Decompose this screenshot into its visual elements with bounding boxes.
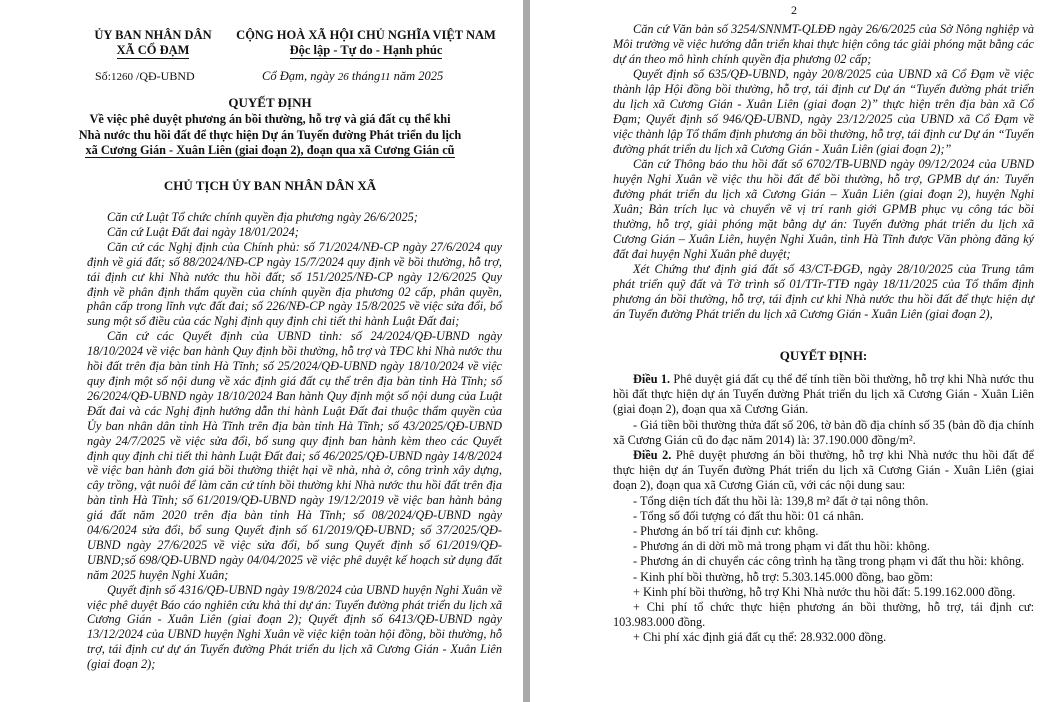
basis-paragraph: Căn cứ các Nghị định của Chính phủ: số 71/2024/NĐ-CP ngày 27/6/2024 quy định về giá đất; số 88/2024/NĐ-CP ngày 15/7/2024 quy định về bồi thường, hỗ trợ, tái định cư khi Nhà nước thu hồi đất; số 151/2025/NĐ-CP ngày 12/6/2025 Quy định về phân định thẩm quyền của chính quyền địa phương 02 cấp, phân quyền, phân cấp trong lĩnh vực đất đai; số 226/NĐ-CP ngày 15/8/2025 về việc sửa đổi, bổ sung một số điều của các Nghị định quy định chi tiết thi hành Luật Đất đai; (87, 239, 502, 329)
motto: Độc lập - Tự do - Hạnh phúc (289, 43, 443, 57)
document-page-1 (0, 0, 523, 702)
date-suffix: năm 2025 (390, 69, 444, 83)
legal-basis (87, 210, 502, 672)
article-2-label: Điều 2. (633, 448, 672, 463)
article-2-item: + Chi phí xác định giá đất cụ thể: 28.932.000 đồng. (633, 630, 887, 645)
basis-paragraph: Căn cứ Văn bản số 3254/SNNMT-QLĐĐ ngày 26/6/2025 của Sở Nông nghiệp và Môi trường về việc hướng dẫn triển khai thực hiện công tác giải phóng mặt bằng các dự án theo mô hình chính quyền địa phương 02 cấp; (613, 22, 1034, 66)
date-day: 26 (337, 71, 349, 83)
basis-paragraph: Căn cứ Luật Tổ chức chính quyền địa phương ngày 26/6/2025; (107, 210, 418, 224)
basis-paragraph: Căn cứ các Quyết định của UBND tỉnh: số 24/2024/QĐ-UBND ngày 18/10/2024 về việc ban hành Quy định bồi thường, hỗ trợ và TĐC khi Nhà nước thu hồi đất trên địa bàn tỉnh Hà Tĩnh; số 25/2024/QĐ-UBND ngày 18/10/2024 về việc quy định một số nội dung về xác định giá đất cụ thể trên địa bàn tỉnh Hà Tĩnh; số 26/2024/QĐ-UBND ngày 18/10/2024 Ban hành Quy định một số nội dung của Luật Đất đai và các Nghị định hướng dẫn thi hành Luật Đất đai thuộc thẩm quyền của Ủy ban nhân dân tỉnh Hà Tĩnh trên địa bàn tỉnh Hà Tĩnh; số 43/2025/QĐ-UBND ngày 24/7/2025 về việc sửa đổi, bổ sung quy định ban hành kèm theo các Quyết định quy định chi tiết thi hành Luật Đất đai; số 46/2025/QĐ-UBND ngày 14/8/2024 về việc ban hành đơn giá bồi thường thiệt hại về nhà, nhà ở, công trình xây dựng, cây trồng, vật nuôi để làm căn cứ tính bồi thường khi Nhà nước thu hồi đất trên địa bàn tỉnh Hà Tĩnh; số 61/2019/QĐ-UBND ngày 19/12/2019 về việc ban hành bảng giá đất năm 2020 trên địa bàn tỉnh Hà Tĩnh; số 08/2024/QĐ-UBND ngày 04/6/2024 sửa đổi, bổ sung Quyết định số 61/2019/QĐ-UBND; số 37/2025/QĐ-UBND ngày 27/6/2025 về việc sửa đổi, bổ sung Quyết định số 61/2019/QĐ-UBND;số 698/QĐ-UBND ngày 04/04/2025 về việc phê duyệt kế hoạch sử dụng đất năm 2025 huyện Nghi Xuân; (87, 329, 502, 582)
article-2-item: + Kinh phí bồi thường, hỗ trợ Khi Nhà nước thu hồi đất: 5.199.162.000 đồng. (633, 584, 1016, 599)
article-2-item: - Phương án di dời mồ mả trong phạm vi đất thu hồi: không. (633, 539, 931, 554)
decision-articles (613, 372, 1034, 646)
issuer-title: CHỦ TỊCH ỦY BAN NHÂN DÂN XÃ (163, 178, 377, 193)
authority-line-2: XÃ CỔ ĐẠM (116, 43, 190, 57)
legal-basis-continued (613, 22, 1034, 322)
so-suffix: /QĐ-UBND (133, 69, 195, 83)
article-2-item: - Phương án di chuyển các công trình hạ tầng trong phạm vi đất thu hồi: không. (633, 554, 1025, 569)
authority-line-1: ỦY BAN NHÂN DÂN (94, 28, 212, 42)
subject-line-2: Nhà nước thu hồi đất để thực hiện Dự án Tuyến đường Phát triển du lịch (78, 127, 462, 142)
date-prefix: Cổ Đạm, ngày (262, 69, 338, 83)
date-middle: tháng (348, 69, 381, 83)
document-date (262, 69, 443, 84)
article-2 (613, 448, 1034, 494)
document-title: QUYẾT ĐỊNH (228, 95, 312, 110)
basis-paragraph: Quyết định số 4316/QĐ-UBND ngày 19/8/2024 của UBND huyện Nghi Xuân về việc phê duyệt Báo cáo nghiên cứu khả thi dự án: Tuyến đường phát triển du lịch xã Cương Gián - Xuân Liên (giai đoạn 2); Quyết định số 6413/QĐ-UBND ngày 13/12/2024 của UBND huyện Nghi Xuân về việc kiện toàn hội đồng, bồi thường, hỗ trợ, tái định cư dự án Tuyến đường Phát triển du lịch xã Cương Gián - Xuân Liên (giai đoạn 2); (87, 582, 502, 672)
article-1-text: Phê duyệt giá đất cụ thể để tính tiền bồi thường, hỗ trợ khi Nhà nước thu hồi đất thực hiện dự án Tuyến đường Phát triển du lịch xã Cương Gián - Xuân Liên (giai đoạn 2), đoạn qua xã Cương Gián. (613, 372, 1034, 417)
basis-paragraph: Xét Chứng thư định giá đất số 43/CT-ĐGĐ, ngày 28/10/2025 của Trung tâm phát triển quỹ đất và Tờ trình số 01/TTr-TTĐ ngày 18/11/2025 của Tổ thẩm định phương án bồi thường, hỗ trợ, tái định cư khi Nhà nước thu hồi đất để thực hiện dự án Tuyến đường Phát triển du lịch xã Cương Gián - Xuân Liên (giai đoạn 2), (613, 262, 1034, 321)
article-1-item: - Giá tiền bồi thường thửa đất số 206, tờ bản đồ địa chính số 35 (bản đồ địa chính xã Cương Gián cũ đo đạc năm 2014) là: 37.190.000 đồng/m². (613, 417, 1034, 447)
national-motto (222, 28, 510, 59)
document-page-2 (530, 0, 1058, 702)
issuing-authority (68, 28, 238, 59)
basis-paragraph: Quyết định số 635/QĐ-UBND, ngày 20/8/2025 của UBND xã Cổ Đạm về việc thành lập Hội đồng bồi thường, hỗ trợ, tái định cư Dự án “Tuyến đường phát triển du lịch xã Cương Gián - Xuân Liên (giai đoạn 2)” thực hiện trên địa bàn xã Cổ Đạm; Quyết định số 946/QĐ-UBND, ngày 23/12/2025 của UBND xã Cổ Đạm về việc thành lập Tổ thẩm định phương án bồi thường, hỗ trợ, tái định cư Dự án “Tuyến đường phát triển du lịch xã Cương Gián - Xuân Liên (giai đoạn 2);” (613, 67, 1034, 156)
article-2-item: - Kinh phí bồi thường, hỗ trợ: 5.303.145.000 đồng, bao gồm: (633, 569, 934, 584)
subject-line-1: Về việc phê duyệt phương án bồi thường, hỗ trợ và giá đất cụ thể khi (89, 112, 451, 126)
page-number: 2 (791, 3, 797, 17)
document-number (95, 69, 195, 84)
article-2-item: - Tổng số đối tượng có đất thu hồi: 01 cá nhân. (633, 508, 864, 523)
decision-heading: QUYẾT ĐỊNH: (779, 348, 868, 363)
nation-name: CỘNG HOÀ XÃ HỘI CHỦ NGHĨA VIỆT NAM (236, 28, 496, 42)
basis-paragraph: Căn cứ Thông báo thu hồi đất số 6702/TB-UBND ngày 09/12/2024 của UBND huyện Nghi Xuân về việc thu hồi đất để bồi thường, hỗ trợ, GPMB dự án: Tuyến đường phát triển du lịch xã Cương Gián – Xuân Liên (giai đoạn 2), huyện Nghi Xuân; Bản trích lục và chuyển vẽ vị trí ranh giới GPMB phục vụ công tác bồi thường, hỗ trợ, giải phóng mặt bằng dự án: Tuyến đường phát triển du lịch xã Cương Gián – Xuân Liên, huyện Nghi Xuân, tỉnh Hà Tĩnh được Văn phòng đăng ký đất đai huyện Nghi Xuân phê duyệt; (613, 157, 1034, 261)
document-subject (70, 112, 470, 159)
article-2-item: + Chi phí tổ chức thực hiện phương án bồi thường, hỗ trợ, tái định cư: 103.983.000 đồng. (613, 600, 1034, 630)
so-number: 1260 (111, 71, 134, 83)
subject-line-3: xã Cương Gián - Xuân Liên (giai đoạn 2), đoạn qua xã Cương Gián cũ (85, 143, 455, 158)
article-1-label: Điều 1. (633, 372, 671, 386)
article-2-item: - Tổng diện tích đất thu hồi là: 139,8 m² đất ở tại nông thôn. (633, 493, 929, 508)
article-2-text: Phê duyệt phương án bồi thường, hỗ trợ khi Nhà nước thu hồi đất để thực hiện dự án Tuyến đường Phát triển du lịch xã Cương Gián - Xuân Liên (giai đoạn 2), đoạn qua xã Cương Gián cũ, với các nội dung sau: (613, 448, 1034, 493)
article-1 (613, 372, 1034, 418)
basis-paragraph: Căn cứ Luật Đất đai ngày 18/01/2024; (107, 224, 299, 239)
article-2-item: - Phương án bố trí tái định cư: không. (633, 524, 819, 539)
so-label: Số: (95, 69, 112, 83)
date-month: 11 (380, 71, 391, 83)
